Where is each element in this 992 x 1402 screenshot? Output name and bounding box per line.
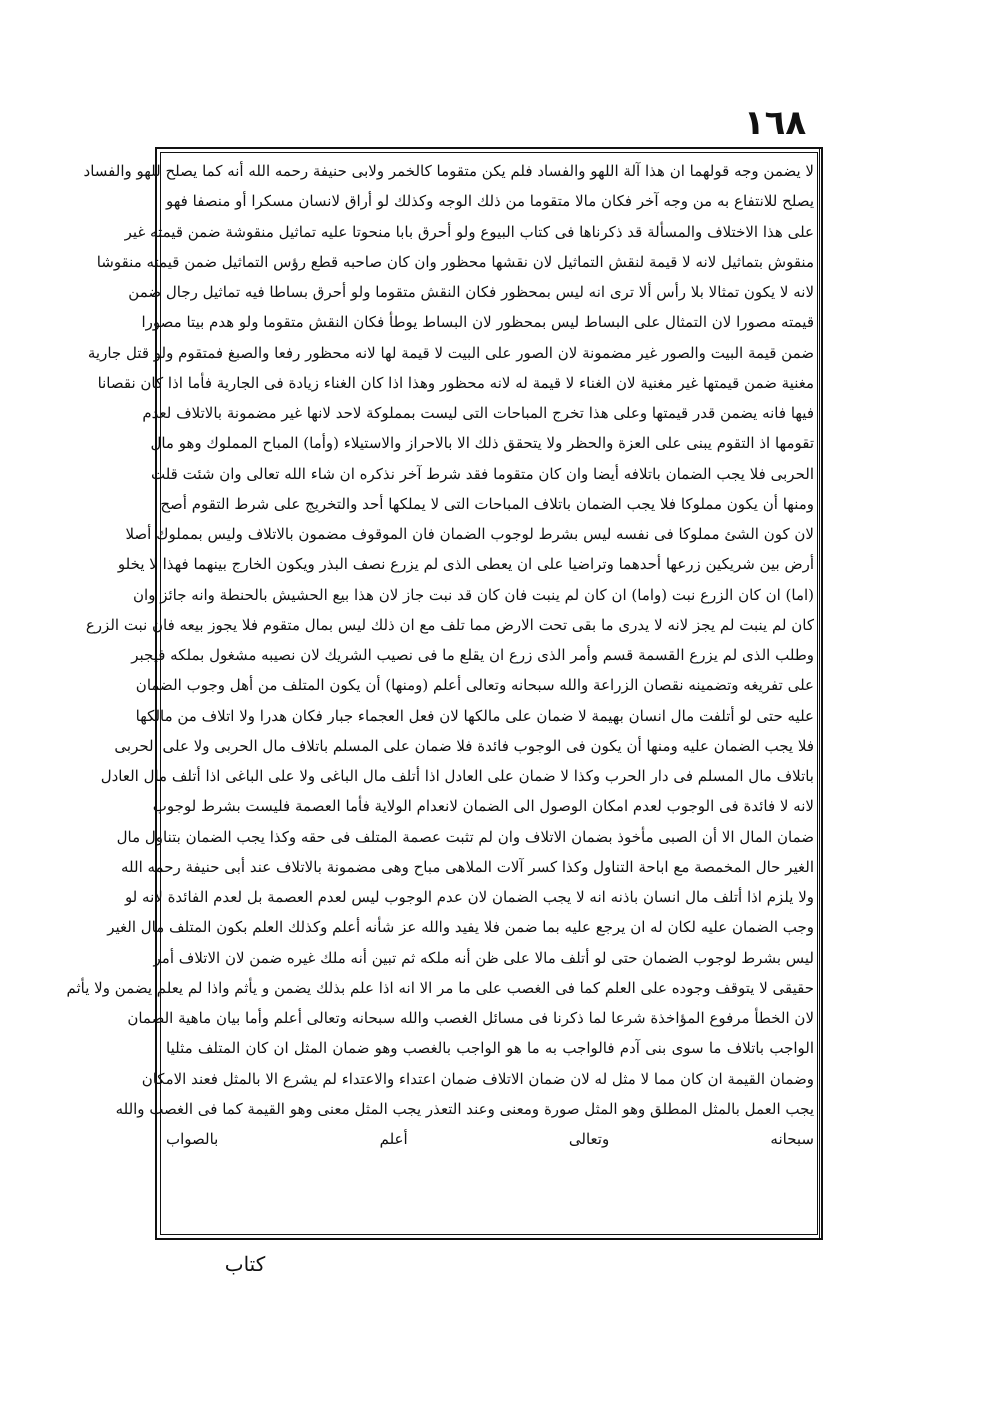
text-line: وجب الضمان عليه لكان له ان يرجع عليه بما ضمن فلا يفيد والله عز شأنه أعلم وكذلك العلم بكون المتلف مال الغير [107, 918, 814, 937]
text-line: ضمان المال الا أن الصبى مأخوذ بضمان الاتلاف وان لم تثبت عصمة المتلف فى حقه وكذا يجب الضمان بتناول مال [116, 827, 814, 846]
text-line: كان لم ينبت لم يجز لانه لا يدرى ما بقى تحت الارض مما تلف مع ان ذلك ليس بمال متقوم فلا يجوز بيعه فان نبت الزرع [85, 615, 814, 634]
page-number: ١٦٨ [743, 103, 807, 143]
text-line: (اما) ان كان الزرع نبت (واما) ان كان لم ينبت فان كان قد نبت جاز لان هذا بيع الحشيش بالحنطة وانه جائز وان [133, 585, 814, 604]
text-line: منقوش بتماثيل لانه لا قيمة لنقش التماثيل لان نقشها محظور وان كان صاحبه قطع رؤس التماثيل ضمن قيمته منقوشا [96, 252, 814, 271]
text-line: الواجب باتلاف ما سوى بنى آدم فالواجب به ما هو الواجب بالغصب وهو ضمان المثل ان كان المتلف مثليا [166, 1039, 814, 1058]
text-line: سبحانه وتعالى أعلم بالصواب [166, 1130, 814, 1148]
text-line-final [166, 1154, 814, 1184]
text-line: ضمن قيمة البيت والصور غير مضمونة لان الصور على البيت لا قيمة لها لانه محظور رفعا والصبغ فمتقوم ولو قتل جارية [87, 343, 814, 362]
text-line: فيها فانه يضمن قدر قيمتها وعلى هذا تخرج المباحات التى ليست بمملوكة لاحد لانها غير مضمونة بالاتلاف لعدم [142, 404, 814, 422]
text-line: لا يضمن وجه قولهما ان هذا آلة اللهو والفساد فلم يكن متقوما كالخمر ولابى حنيفة رحمه الله أنه كما يصلح للهو والفساد [83, 162, 814, 180]
text-line: على تفريغه وتضمينه نقصان الزراعة والله سبحانه وتعالى أعلم (ومنها) أن يكون المتلف من أهل وجوب الضمان [135, 676, 814, 695]
catchword: كتاب [224, 1252, 266, 1276]
text-body [66, 156, 814, 1226]
text-line: عليه حتى لو أتلفت مال انسان بهيمة لا ضمان على مالكها لان فعل العجماء جبار فكان هدرا ولا اتلاف من مالكها [135, 706, 814, 725]
text-line: الحربى فلا يجب الضمان باتلافه أيضا وان كان متقوما فقد شرط آخر نذكره ان شاء الله تعالى وان شئت قلت [150, 464, 814, 483]
text-line: الغير حال المخمصة مع اباحة التناول وكذا كسر آلات الملاهى مباح وهى مضمونة بالاتلاف عند أبى حنيفة رحمه الله [121, 857, 814, 876]
page-frame-right-rule [819, 147, 824, 1240]
text-line: على هذا الاختلاف والمسألة قد ذكرناها فى كتاب البيوع ولو أحرق بابا منحوتا عليه تماثيل منقوشة ضمن قيمته غير [124, 222, 814, 241]
text-line: لان كون الشئ مملوكا فى نفسه ليس بشرط لوجوب الضمان فان الموقوف مضمون بالاتلاف وليس بمملوك أصلا [125, 525, 814, 543]
text-line: حقيقى لا يتوقف وجوده على العلم كما فى الغصب على ما مر الا انه اذا علم بذلك يضمن و يأثم واذا لم يعلم يضمن ولا يأثم [66, 978, 814, 997]
text-line: يجب العمل بالمثل المطلق وهو المثل صورة ومعنى وعند التعذر يجب المثل معنى وهو القيمة كما فى الغصب والله [115, 1099, 814, 1118]
text-line: لانه لا يكون تمثالا بلا رأس ألا ترى انه ليس بمحظور فكان النقش متقوما ولو أحرق بساطا فيه تماثيل رجال ضمن [128, 283, 814, 301]
text-line: ليس بشرط لوجوب الضمان حتى لو أتلف مالا على ظن أنه ملكه ثم تبين أنه ملك غيره ضمن لان الاتلاف أمر [153, 948, 814, 967]
text-line: أرض بين شريكين زرعها أحدهما وتراضيا على ان يعطى الذى لم يزرع نصف البذر ويكون الخارج بينهما فهذا لا يخلو [117, 555, 814, 574]
text-line: مغنية ضمن قيمتها غير مغنية لان الغناء لا قيمة له لانه محظور وهذا اذا كان الغناء زيادة فى الجارية فأما اذا كان نقصانا [97, 373, 814, 392]
text-line: وطلب الذى لم يزرع القسمة قسم وأمر الذى زرع ان يقلع ما فى نصيب الشريك لان نصيبه مشغول بملكه فيجبر [131, 646, 814, 664]
text-line: لان الخطأ مرفوع المؤاخذة شرعا لما ذكرنا فى مسائل الغصب والله سبحانه وتعالى أعلم وأما بيان ماهية الضمان [127, 1009, 814, 1027]
text-line: باتلاف مال المسلم فى دار الحرب وكذا لا ضمان على العادل اذا أتلف مال الباغى ولا على الباغى اذا أتلف مال العادل [100, 767, 814, 785]
text-line: ولا يلزم اذا أتلف مال انسان باذنه انه لا يجب الضمان لان عدم الوجوب ليس لعدم العصمة بل لعدم الفائدة لانه لو [124, 888, 814, 906]
text-line: ومنها أن يكون مملوكا فلا يجب الضمان باتلاف المباحات التى لا يملكها أحد والتخريج على شرط التقوم أصح [160, 494, 814, 513]
text-line: لانه لا فائدة فى الوجوب لعدم امكان الوصول الى الضمان لانعدام الولاية فأما العصمة فليست بشرط لوجوب [152, 797, 814, 816]
text-line: وضمان القيمة ان كان مما لا مثل له لان ضمان الاتلاف ضمان اعتداء والاعتداء لم يشرع الا بالمثل فعند الامكان [141, 1069, 814, 1088]
text-line: تقومها اذ التقوم يبنى على العزة والحظر ولا يتحقق ذلك الا بالاحراز والاستيلاء (وأما) المباح المملوك وهو مال [150, 434, 814, 453]
text-line: يصلح للانتفاع به من وجه آخر فكان مالا متقوما من ذلك الوجه وكذلك لو أراق لانسان مسكرا أو منصفا فهو [166, 192, 814, 211]
text-line: فلا يجب الضمان عليه ومنها أن يكون فى الوجوب فائدة فلا ضمان على المسلم باتلاف مال الحربى ولا على الحربى [114, 736, 814, 755]
text-line: قيمته مصورا لان التمثال على البساط ليس بمحظور لان البساط يوطأ فكان النقش متقوما ولو هدم بيتا مصورا [141, 313, 814, 332]
